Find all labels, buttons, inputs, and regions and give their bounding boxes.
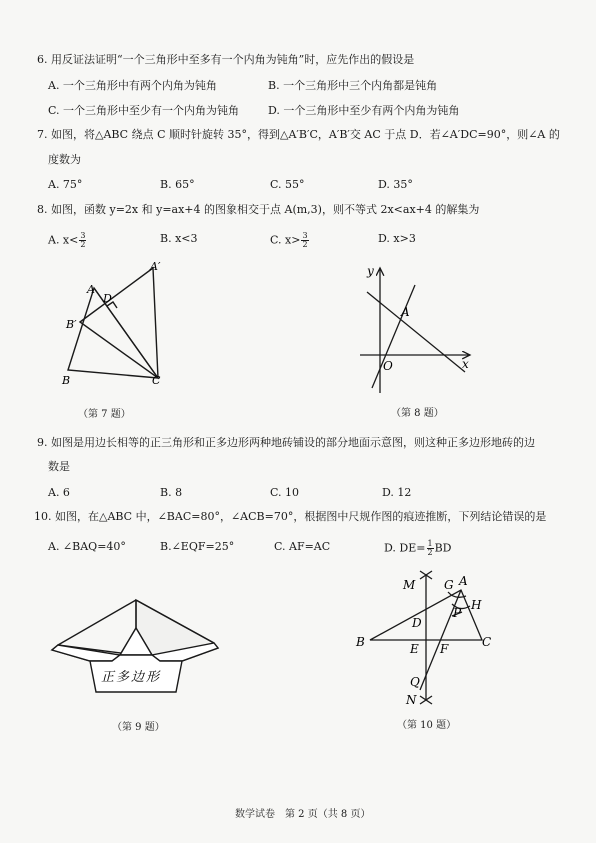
q7-stem: 7. 如图，将△ABC 绕点 C 顺时针旋转 35°，得到△A′B′C，A′B′交 AC 于点 D．若∠A′DC=90°，则∠A 的 (37, 128, 560, 141)
fig7-label-c: C (152, 374, 161, 387)
fig7-label-a-prime: A′ (150, 260, 161, 273)
q9-option-d: D. 12 (382, 486, 412, 499)
fig7-label-d: D (103, 292, 112, 305)
q8-option-c: C. x> $\frac{3}{2}$ (270, 231, 308, 249)
fig8-label-a: A (401, 305, 410, 319)
fig9-polygon-label: 正多边形 (101, 670, 162, 685)
q6-option-d: D. 一个三角形中至少有两个内角为钝角 (268, 104, 460, 117)
fig10-label-f: F (440, 642, 449, 656)
fig8-label-o: O (383, 359, 393, 373)
page-footer: 数学试卷 第 2 页（共 8 页） (235, 809, 371, 820)
q8-option-b: B. x<3 (160, 232, 198, 245)
q6-option-b: B. 一个三角形中三个内角都是钝角 (268, 79, 438, 92)
q8-option-a: A. x< $\frac{3}{2}$ (48, 231, 86, 249)
fig10-caption: （第 10 题） (397, 720, 457, 731)
fig7-caption: （第 7 题） (78, 409, 131, 420)
fig8-label-y: y (367, 264, 374, 278)
fig10-label-p: P (453, 606, 462, 620)
q6-stem: 6. 用反证法证明“一个三角形中至多有一个内角为钝角”时，应先作出的假设是 (37, 53, 415, 66)
q7-option-c: C. 55° (270, 178, 305, 191)
fig10-label-m: M (403, 578, 416, 592)
q7-option-a: A. 75° (48, 178, 83, 191)
q6-option-c: C. 一个三角形中至少有一个内角为钝角 (48, 104, 240, 117)
q10-option-d: D. DE= $\frac{1}{2}$ BD (384, 539, 452, 557)
fig8-label-x: x (462, 357, 469, 371)
fig7-label-b-prime: B′ (66, 318, 77, 331)
fig10-label-b: B (356, 635, 365, 649)
fig10-label-c: C (482, 635, 492, 649)
q9-option-c: C. 10 (270, 486, 300, 499)
fig10-label-e: E (410, 642, 419, 656)
q9-stem-continued: 数是 (48, 460, 70, 473)
q10-option-c: C. AF=AC (274, 540, 331, 553)
q9-option-b: B. 8 (160, 486, 183, 499)
fig7-label-b: B (62, 374, 71, 387)
fig9-caption: （第 9 题） (112, 722, 165, 733)
q7-stem-continued: 度数为 (48, 153, 81, 166)
fig10-label-n: N (406, 693, 417, 707)
q7-option-b: B. 65° (160, 178, 195, 191)
q9-option-a: A. 6 (48, 486, 70, 499)
fig8-caption: （第 8 题） (391, 408, 444, 419)
q7-option-d: D. 35° (378, 178, 413, 191)
fig10-label-q: Q (410, 675, 420, 689)
fig10-label-h: H (471, 598, 482, 612)
fig10-label-d: D (412, 616, 422, 630)
q10-option-b: B.∠EQF=25° (160, 540, 235, 553)
fig10-label-g: G (444, 578, 454, 592)
q6-option-a: A. 一个三角形中有两个内角为钝角 (48, 79, 217, 92)
q10-option-a: A. ∠BAQ=40° (48, 540, 126, 553)
fig7-label-a: A (87, 283, 95, 296)
q9-stem: 9. 如图是用边长相等的正三角形和正多边形两种地砖铺设的部分地面示意图，则这种正多边形地砖的边 (37, 436, 535, 449)
q8-stem: 8. 如图，函数 y=2x 和 y=ax+4 的图象相交于点 A(m,3)，则不等式 2x<ax+4 的解集为 (37, 203, 480, 216)
q8-option-d: D. x>3 (378, 232, 416, 245)
q10-stem: 10. 如图，在△ABC 中，∠BAC=80°，∠ACB=70°，根据图中尺规作图的痕迹推断，下列结论错误的是 (34, 510, 547, 523)
fig10-label-a: A (459, 574, 468, 588)
